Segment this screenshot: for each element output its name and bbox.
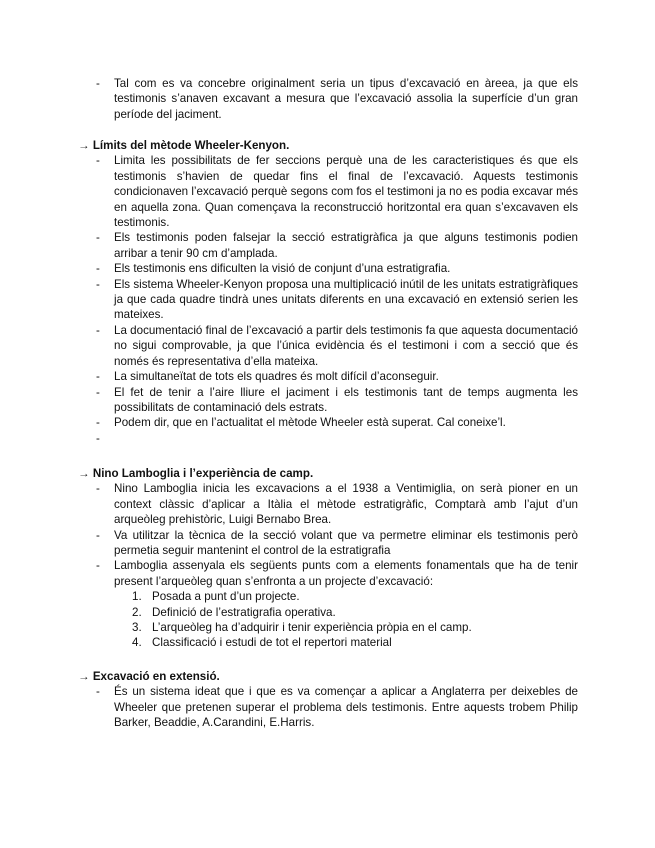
section-title: Límits del mètode Wheeler-Kenyon. [92, 139, 290, 152]
arrow-icon: → [78, 139, 90, 152]
list-item: - Nino Lamboglia inicia les excavacions a el 1938 a Ventimiglia, on serà pioner en un context clàssic d’aplicar a Itàlia el mètode estratigràfic, Comptarà amb l’ajut d’un arqueòleg prehistòric, Luigi Bernabo Brea. [78, 481, 578, 527]
numbered-item [132, 635, 578, 650]
list-item: - És un sistema ideat que i que es va començar a aplicar a Anglaterra per deixebles de Wheeler que pretenen superar el problema dels testimonis. Entre aquests trobem Philip Barker, Beaddie, A.Carandini, E.Harris. [78, 684, 578, 730]
section-title: Excavació en extensió. [92, 670, 220, 683]
section-heading [78, 669, 578, 684]
section-wheeler-limits [78, 138, 578, 446]
list-item: - El fet de tenir a l’aire lliure el jaciment i els testimonis tant de temps augmenta les possibilitats de contaminació dels estrats. [78, 385, 578, 416]
arrow-icon: → [78, 670, 90, 683]
section-title: Nino Lamboglia i l’experiència de camp. [92, 467, 314, 480]
numbered-item [132, 605, 578, 620]
item-text: Posada a punt d’un projecte. [152, 590, 300, 604]
list-item: - La documentació final de l’excavació a partir dels testimonis fa que aquesta documentació no sigui comprovable, ja que l’única evidència és el testimoni i com a secció que és només és representativa d’ella mateixa. [78, 323, 578, 369]
list-item: - Lamboglia assenyala els següents punts com a elements fonamentals que ha de tenir present l’arqueòleg quan s’enfronta a un projecte d’excavació: [78, 558, 578, 589]
list-item: - Podem dir, que en l’actualitat el mètode Wheeler està superat. Cal coneixe’l. [78, 415, 578, 430]
list-item: - Va utilitzar la tècnica de la secció volant que va permetre eliminar els testimonis però permetia seguir mantenint el control de la estratigrafia [78, 528, 578, 559]
numbered-item [132, 589, 578, 604]
list-item: - Els testimonis ens dificulten la visió de conjunt d’una estratigrafia. [78, 261, 578, 276]
section-list [78, 153, 578, 446]
list-item: - Tal com es va concebre originalment seria un tipus d’excavació en àreea, ja que els testimonis s’anaven excavant a mesura que l’excavació assolia la superfície d’un gran període del jaciment. [78, 76, 578, 122]
numbered-list [78, 589, 578, 651]
item-number: 2. [132, 605, 142, 619]
section-lamboglia [78, 466, 578, 651]
list-item: - La simultaneïtat de tots els quadres és molt difícil d’aconseguir. [78, 369, 578, 384]
section-heading [78, 138, 578, 153]
item-text: Classificació i estudi de tot el repertori material [152, 636, 392, 650]
item-number: 1. [132, 590, 142, 604]
arrow-icon: → [78, 467, 90, 480]
numbered-item [132, 620, 578, 635]
list-item: - Limita les possibilitats de fer seccions perquè una de les caracteristiques és que els testimonis s’havien de quedar fins el final de l’excavació. Aquests testimonis condicionaven l’excavació perquè segons com fos el testimoni ja no es podia excavar més en aquella zona. Quan començava la reconstrucció horitzontal era quan s’excavaven els testimonis. [78, 153, 578, 230]
section-list [78, 481, 578, 589]
item-text: L’arqueòleg ha d’adquirir i tenir experiència pròpia en el camp. [152, 621, 472, 635]
section-heading [78, 466, 578, 481]
list-item [78, 431, 578, 446]
list-item: - Els sistema Wheeler-Kenyon proposa una multiplicació inútil de les unitats estratigràfiques ja que cada quadre tindrà unes unitats diferents en una excavació en extensió serien les mateixes. [78, 277, 578, 323]
intro-block [78, 76, 578, 122]
intro-list [78, 76, 578, 122]
item-number: 4. [132, 636, 142, 650]
item-number: 3. [132, 621, 142, 635]
list-item: - Els testimonis poden falsejar la secció estratigràfica ja que alguns testimonis podien arribar a tenir 90 cm d’amplada. [78, 230, 578, 261]
section-list [78, 684, 578, 730]
section-extension [78, 669, 578, 731]
item-text: Definició de l’estratigrafia operativa. [152, 605, 336, 619]
